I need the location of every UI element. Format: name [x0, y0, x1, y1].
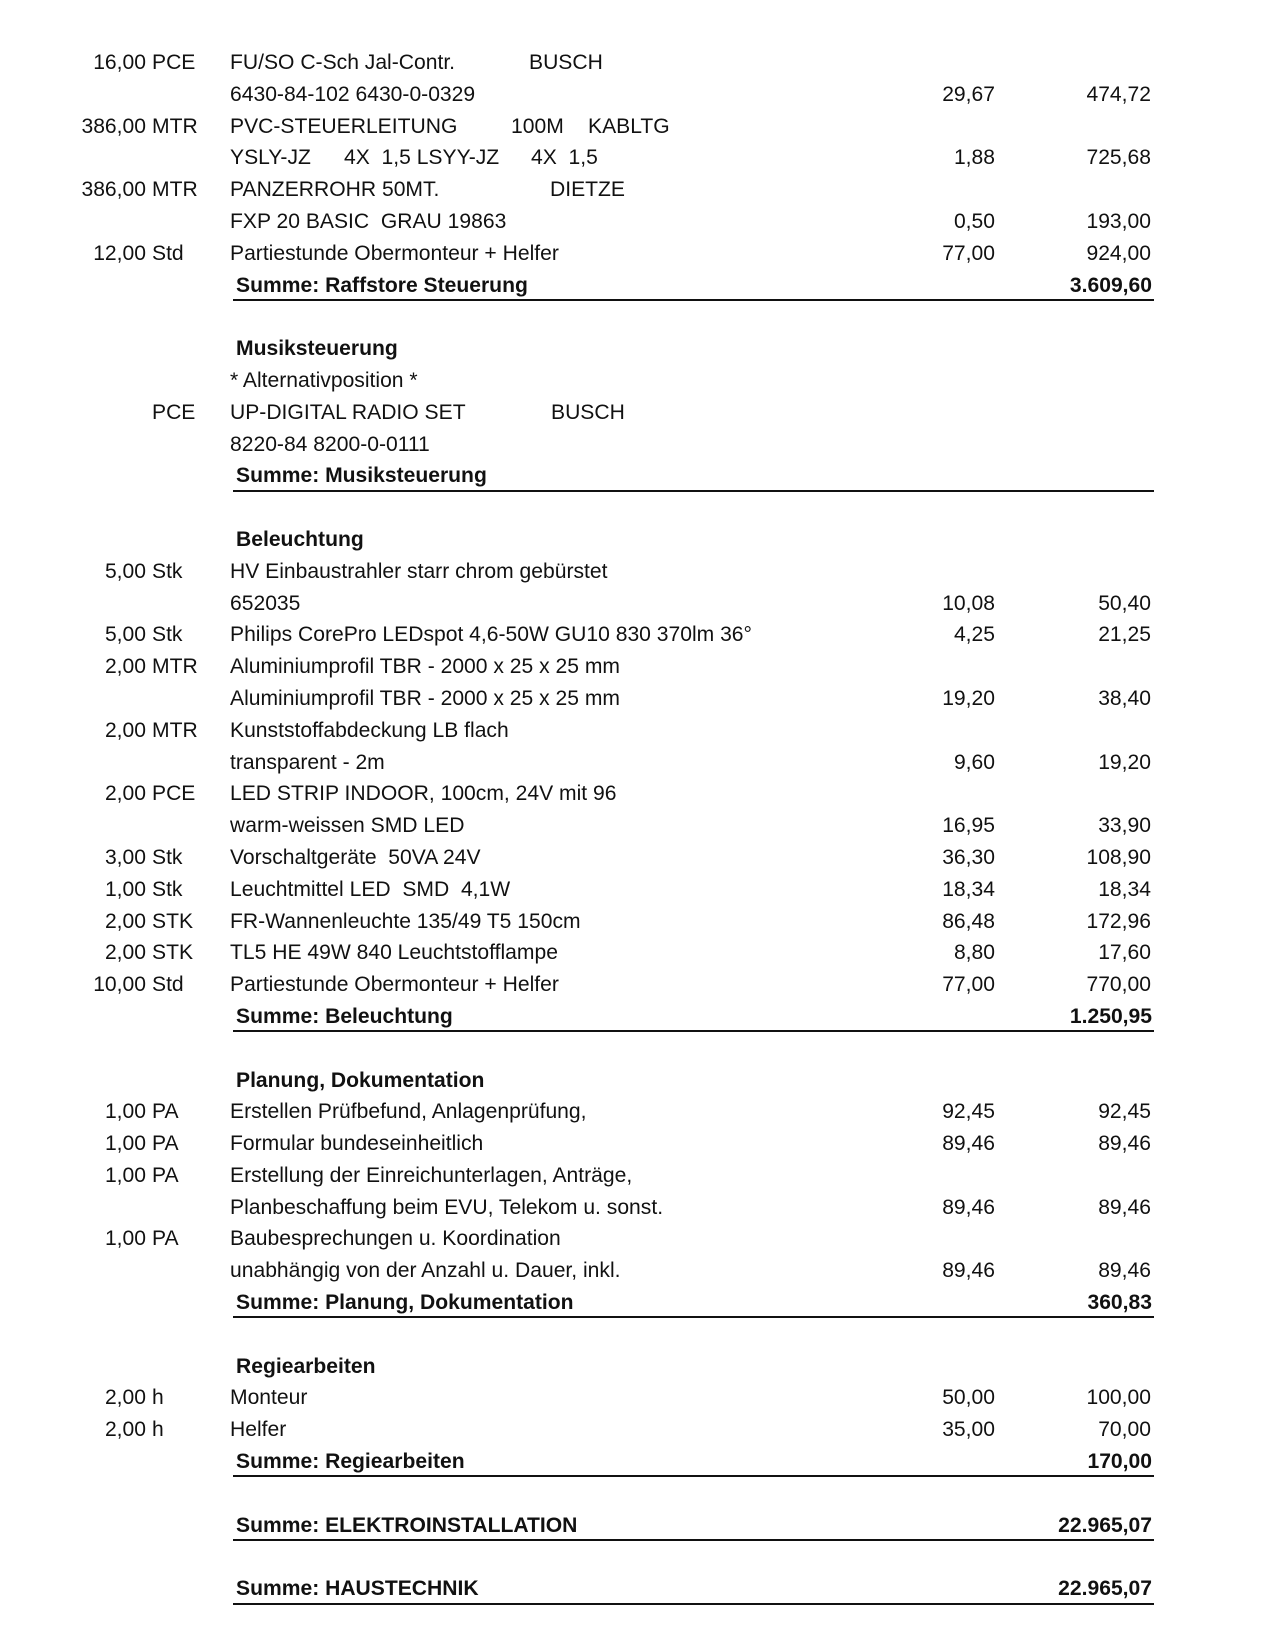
spacer-row: [0, 1478, 1280, 1510]
spacer-row: [0, 492, 1280, 524]
unit-price: 10,08: [942, 591, 995, 615]
sum-label: Summe: Raffstore Steuerung: [236, 273, 528, 297]
line-item-row: [0, 1160, 1280, 1192]
description: [230, 1192, 910, 1224]
description-text: FU/SO C-Sch Jal-Contr.: [230, 51, 456, 74]
line-item-row: [0, 429, 1280, 461]
section-sum-row: [0, 1446, 1280, 1478]
quantity: 2,00: [104, 782, 146, 806]
section-title: Planung, Dokumentation: [236, 1068, 485, 1092]
quantity: 1,00: [104, 1100, 146, 1124]
unit: Stk: [152, 559, 183, 583]
line-total: 924,00: [1086, 241, 1151, 265]
unit: Std: [152, 241, 184, 265]
unit: PA: [152, 1227, 179, 1251]
description-text: Helfer: [230, 1418, 287, 1442]
description-text: Monteur: [230, 1386, 308, 1410]
description-text: Aluminiumprofil TBR - 2000 x 25 x 25 mm: [230, 686, 620, 710]
line-total: 33,90: [1098, 814, 1151, 838]
grand-total-row: [0, 1510, 1280, 1542]
description-text: Partiestunde Obermonteur + Helfer: [230, 973, 559, 997]
section-header-row: [0, 1351, 1280, 1383]
unit: h: [152, 1418, 164, 1442]
unit: MTR: [152, 114, 198, 138]
line-total: 172,96: [1086, 909, 1151, 933]
unit-price: 18,34: [942, 877, 995, 901]
line-total: 19,20: [1098, 750, 1151, 774]
quantity: 2,00: [104, 718, 146, 742]
unit-price: 89,46: [942, 1132, 995, 1156]
description-text: Leuchtmittel LED SMD 4,1W: [230, 877, 511, 901]
description-text: PVC-STEUERLEITUNG: [230, 114, 458, 138]
spacer-row: [0, 1033, 1280, 1065]
unit: Stk: [152, 845, 183, 869]
spacer-row: [0, 1541, 1280, 1573]
line-item-row: [0, 906, 1280, 938]
sum-value: 360,83: [1087, 1291, 1152, 1315]
description: [230, 238, 910, 270]
line-total: 17,60: [1098, 941, 1151, 965]
quantity: 2,00: [104, 941, 146, 965]
quantity: 2,00: [104, 1418, 146, 1442]
unit: MTR: [152, 718, 198, 742]
description-text: KABLTG: [588, 114, 670, 138]
line-total: 770,00: [1086, 973, 1151, 997]
unit-price: 77,00: [942, 241, 995, 265]
quantity: 5,00: [104, 559, 146, 583]
section-note: * Alternativposition *: [230, 368, 418, 392]
description-text: Philips CorePro LEDspot 4,6-50W GU10 830 370lm 36°: [230, 623, 752, 647]
description: [230, 174, 910, 206]
unit-price: 89,46: [942, 1259, 995, 1283]
quantity: 386,00: [81, 178, 146, 202]
line-total: 474,72: [1086, 82, 1151, 106]
sum-label: Summe: Beleuchtung: [236, 1004, 453, 1028]
quantity: 2,00: [104, 655, 146, 679]
line-total: 92,45: [1098, 1100, 1151, 1124]
description: [230, 429, 910, 461]
line-total: 18,34: [1098, 877, 1151, 901]
line-total: 108,90: [1086, 845, 1151, 869]
unit-price: 4,25: [953, 623, 995, 647]
description: [230, 556, 910, 588]
unit: MTR: [152, 655, 198, 679]
section-header-row: [0, 1065, 1280, 1097]
description-text: 652035: [230, 591, 301, 615]
sum-value: 22.965,07: [1058, 1513, 1152, 1537]
description-text: warm-weissen SMD LED: [230, 814, 465, 838]
line-item-row: [0, 174, 1280, 206]
description: [230, 747, 910, 779]
sum-underline: [233, 1603, 1154, 1605]
line-total: 89,46: [1098, 1132, 1151, 1156]
quantity: 1,00: [104, 1227, 146, 1251]
line-item-row: [0, 588, 1280, 620]
line-item-row: [0, 715, 1280, 747]
description-text: Vorschaltgeräte 50VA 24V: [230, 845, 481, 869]
line-item-row: [0, 206, 1280, 238]
description-text: FXP 20 BASIC GRAU 19863: [230, 209, 507, 233]
description: [230, 906, 910, 938]
line-item-row: [0, 874, 1280, 906]
line-total: 21,25: [1098, 623, 1151, 647]
line-total: 38,40: [1098, 686, 1151, 710]
description-text: TL5 HE 49W 840 Leuchtstofflampe: [230, 941, 558, 965]
sum-label: Summe: Musiksteuerung: [236, 464, 487, 488]
unit: Stk: [152, 623, 183, 647]
spacer-row: [0, 301, 1280, 333]
line-item-row: [0, 969, 1280, 1001]
section-title: Regiearbeiten: [236, 1354, 376, 1378]
section-title: Musiksteuerung: [236, 337, 398, 361]
description: [230, 1128, 910, 1160]
description-text: 100M: [511, 114, 564, 138]
description-text: unabhängig von der Anzahl u. Dauer, inkl.: [230, 1259, 621, 1283]
line-item-row: [0, 397, 1280, 429]
line-total: 725,68: [1086, 146, 1151, 170]
description-text: Aluminiumprofil TBR - 2000 x 25 x 25 mm: [230, 655, 620, 679]
line-items-list: [0, 47, 1280, 1605]
quantity: 12,00: [93, 241, 146, 265]
unit: PA: [152, 1100, 179, 1124]
line-total: 89,46: [1098, 1195, 1151, 1219]
section-sum-row: [0, 1287, 1280, 1319]
description: [230, 206, 910, 238]
line-item-row: [0, 556, 1280, 588]
section-sum-row: [0, 1001, 1280, 1033]
line-total: 70,00: [1098, 1418, 1151, 1442]
description-text: BUSCH: [529, 51, 603, 74]
sum-value: 1.250,95: [1069, 1004, 1152, 1028]
description-text: FR-Wannenleuchte 135/49 T5 150cm: [230, 909, 581, 933]
unit-price: 77,00: [942, 973, 995, 997]
description: [230, 874, 910, 906]
spacer-row: [0, 1319, 1280, 1351]
description: [230, 142, 910, 174]
line-item-row: [0, 747, 1280, 779]
description-text: 8220-84 8200-0-0111: [230, 432, 430, 456]
description-text: Kunststoffabdeckung LB flach: [230, 718, 509, 742]
sum-label: Summe: Planung, Dokumentation: [236, 1291, 574, 1315]
line-item-row: [0, 111, 1280, 143]
unit-price: 29,67: [942, 82, 995, 106]
quantity: 16,00: [93, 51, 146, 74]
unit: PA: [152, 1132, 179, 1156]
line-item-row: [0, 238, 1280, 270]
line-item-row: [0, 842, 1280, 874]
line-item-row: [0, 651, 1280, 683]
line-item-row: [0, 1096, 1280, 1128]
unit-price: 8,80: [953, 941, 995, 965]
line-item-row: [0, 1223, 1280, 1255]
quantity: 3,00: [104, 845, 146, 869]
line-item-row: [0, 1192, 1280, 1224]
description-text: PANZERROHR 50MT.: [230, 178, 440, 202]
description: [230, 937, 910, 969]
section-note-row: [0, 365, 1280, 397]
unit-price: 86,48: [942, 909, 995, 933]
unit-price: 16,95: [942, 814, 995, 838]
line-item-row: [0, 1382, 1280, 1414]
sum-value: 3.609,60: [1069, 273, 1152, 297]
unit-price: 1,88: [953, 146, 995, 170]
line-item-row: [0, 79, 1280, 111]
unit-price: 0,50: [953, 209, 995, 233]
quantity: 2,00: [104, 1386, 146, 1410]
description-text: 4X 1,5 LSYY-JZ: [344, 146, 500, 170]
unit: PCE: [152, 400, 196, 424]
description: [230, 778, 910, 810]
description-text: Erstellung der Einreichunterlagen, Anträge,: [230, 1163, 633, 1187]
section-sum-row: [0, 270, 1280, 302]
line-item-row: [0, 810, 1280, 842]
sum-value: 22.965,07: [1058, 1577, 1152, 1601]
line-item-row: [0, 47, 1280, 79]
line-item-row: [0, 778, 1280, 810]
line-item-row: [0, 1414, 1280, 1446]
description: [230, 619, 910, 651]
description: [230, 651, 910, 683]
unit-price: 50,00: [942, 1386, 995, 1410]
description-text: Partiestunde Obermonteur + Helfer: [230, 241, 559, 265]
description-text: Planbeschaffung beim EVU, Telekom u. sonst.: [230, 1195, 664, 1219]
sum-label: Summe: HAUSTECHNIK: [236, 1577, 479, 1601]
description: [230, 969, 910, 1001]
description: [230, 47, 910, 79]
line-total: 50,40: [1098, 591, 1151, 615]
description: [230, 842, 910, 874]
quantity: 1,00: [104, 1132, 146, 1156]
description-text: UP-DIGITAL RADIO SET: [230, 400, 466, 424]
line-item-row: [0, 619, 1280, 651]
unit-price: 92,45: [942, 1100, 995, 1124]
line-item-row: [0, 1128, 1280, 1160]
description-text: BUSCH: [551, 400, 625, 424]
sum-value: 170,00: [1087, 1450, 1152, 1474]
quantity: 10,00: [93, 973, 146, 997]
description: [230, 79, 910, 111]
description: [230, 1382, 910, 1414]
description-text: Baubesprechungen u. Koordination: [230, 1227, 561, 1251]
description: [230, 111, 910, 143]
description-text: 6430-84-102 6430-0-0329: [230, 82, 476, 106]
description: [230, 1414, 910, 1446]
unit-price: 89,46: [942, 1195, 995, 1219]
unit: Std: [152, 973, 184, 997]
description-text: transparent - 2m: [230, 750, 385, 774]
description-text: LED STRIP INDOOR, 100cm, 24V mit 96: [230, 782, 617, 806]
line-total: 193,00: [1086, 209, 1151, 233]
line-item-row: [0, 937, 1280, 969]
description: [230, 1096, 910, 1128]
quantity: 1,00: [104, 1163, 146, 1187]
unit-price: 35,00: [942, 1418, 995, 1442]
description-text: YSLY-JZ: [230, 146, 311, 170]
description-text: DIETZE: [550, 178, 626, 202]
unit: Stk: [152, 877, 183, 901]
unit: PCE: [152, 782, 196, 806]
description: [230, 1160, 910, 1192]
description: [230, 397, 910, 429]
section-header-row: [0, 333, 1280, 365]
quantity: 5,00: [104, 623, 146, 647]
description: [230, 683, 910, 715]
unit-price: 19,20: [942, 686, 995, 710]
unit: PA: [152, 1163, 179, 1187]
description: [230, 588, 910, 620]
quantity: 386,00: [81, 114, 146, 138]
section-header-row: [0, 524, 1280, 556]
unit: STK: [152, 941, 194, 965]
unit-price: 36,30: [942, 845, 995, 869]
section-sum-row: [0, 460, 1280, 492]
grand-total-row: [0, 1573, 1280, 1605]
description-text: Erstellen Prüfbefund, Anlagenprüfung,: [230, 1100, 587, 1124]
line-total: 89,46: [1098, 1259, 1151, 1283]
description-text: Formular bundeseinheitlich: [230, 1132, 484, 1156]
unit-price: 9,60: [953, 750, 995, 774]
quantity: 1,00: [104, 877, 146, 901]
line-total: 100,00: [1086, 1386, 1151, 1410]
unit: STK: [152, 909, 194, 933]
line-item-row: [0, 142, 1280, 174]
unit: h: [152, 1386, 164, 1410]
description-text: HV Einbaustrahler starr chrom gebürstet: [230, 559, 608, 583]
sum-label: Summe: ELEKTROINSTALLATION: [236, 1513, 578, 1537]
description-text: 4X 1,5: [531, 146, 598, 170]
line-item-row: [0, 683, 1280, 715]
description: [230, 1223, 910, 1255]
description: [230, 810, 910, 842]
description: [230, 1255, 910, 1287]
sum-label: Summe: Regiearbeiten: [236, 1450, 465, 1474]
line-item-row: [0, 1255, 1280, 1287]
description: [230, 715, 910, 747]
section-title: Beleuchtung: [236, 527, 364, 551]
quantity: 2,00: [104, 909, 146, 933]
unit: PCE: [152, 51, 196, 74]
unit: MTR: [152, 178, 198, 202]
